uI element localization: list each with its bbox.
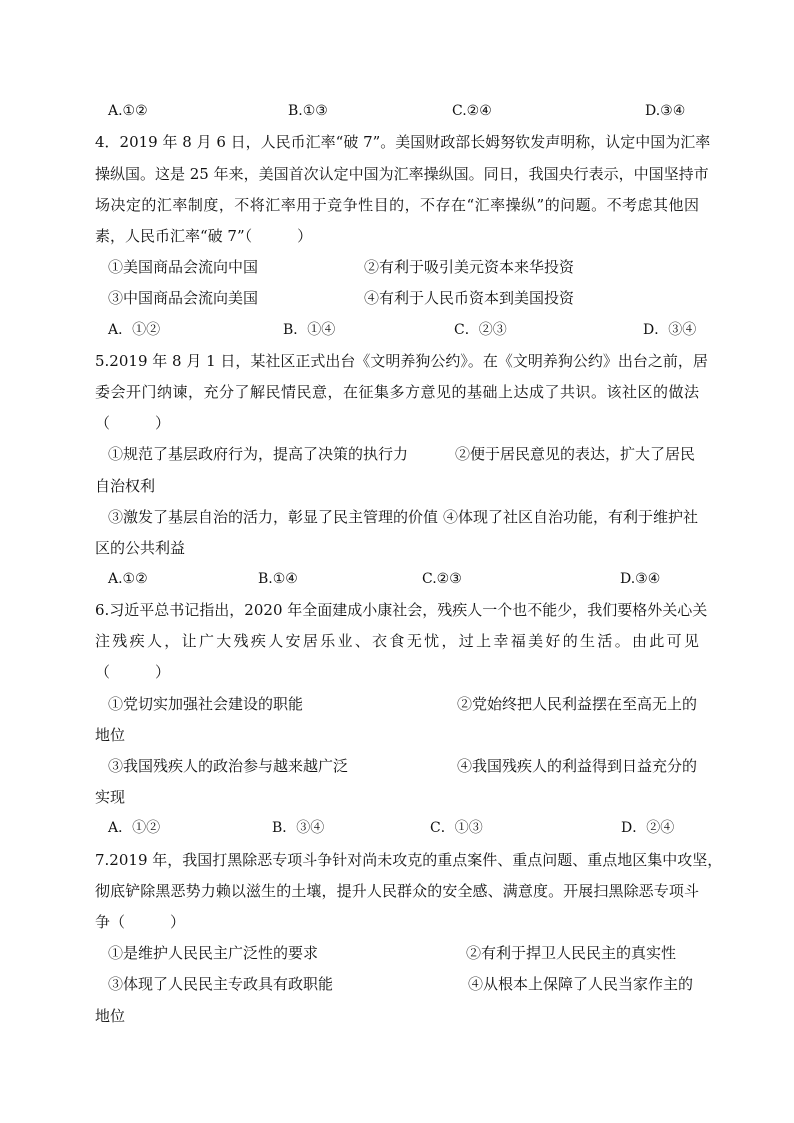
q3-option-b: B.①③ (288, 103, 328, 119)
q5-statement-1: ①规范了基层政府行为，提高了决策的执行力 (108, 445, 409, 463)
q6-statement-1: ①党切实加强社会建设的职能 (108, 695, 304, 713)
q4-option-c: C．②③ (454, 322, 507, 338)
q4-option-d: D．③④ (643, 322, 697, 338)
q7-statement-4: ④从根本上保障了人民当家作主的 (468, 975, 694, 993)
q5-option-c: C.②③ (422, 571, 462, 587)
q7-statement-3: ③体现了人民民主专政具有政职能 (108, 975, 334, 993)
q7-stem-line-3: 争（ ） (95, 913, 186, 931)
q4-stem-line-3: 场决定的汇率制度，不将汇率用于竞争性目的，不存在“汇率操纵”的问题。不考虑其他因 (95, 196, 699, 214)
q5-stem-line-1: 5.2019 年 8 月 1 日，某社区正式出台《文明养狗公约》。在《文明养狗公约》出台之前，居 (95, 352, 708, 370)
q3-option-a: A.①② (108, 103, 148, 119)
q4-stem-line-1: 4．2019 年 8 月 6 日，人民币汇率“破 7”。美国财政部长姆努钦发声明称，认定中国为汇率 (95, 133, 711, 151)
q6-option-d: D．②④ (621, 820, 675, 836)
q5-statement-2: ②便于居民意见的表达，扩大了居民 (455, 445, 696, 463)
q7-statement-2: ②有利于捍卫人民民主的真实性 (466, 944, 677, 962)
q6-statement-4-cont: 实现 (95, 788, 126, 806)
q4-statement-2: ②有利于吸引美元资本来华投资 (364, 258, 575, 276)
q6-option-c: C．①③ (430, 820, 483, 836)
q5-option-b: B.①④ (258, 571, 298, 587)
q5-statement-4: ④体现了社区自治功能，有利于维护社 (443, 508, 699, 526)
q6-answer-blank: （ ） (95, 663, 171, 681)
q6-statement-3: ③我国残疾人的政治参与越来越广泛 (108, 757, 349, 775)
q3-option-d: D.③④ (645, 103, 686, 119)
q6-statement-2-cont: 地位 (95, 726, 126, 744)
q5-statement-4-cont: 区的公共利益 (95, 539, 186, 557)
q5-option-a: A.①② (108, 571, 148, 587)
q7-statement-4-cont: 地位 (95, 1007, 126, 1025)
q5-answer-blank: （ ） (95, 414, 171, 432)
q4-option-b: B．①④ (283, 322, 336, 338)
q7-stem-line-1: 7.2019 年，我国打黑除恶专项斗争针对尚未攻克的重点案件、重点问题、重点地区集中攻坚， (95, 851, 723, 869)
q4-stem-line-2: 操纵国。这是 25 年来，美国首次认定中国为汇率操纵国。同日，我国央行表示，中国坚持市 (95, 165, 709, 183)
q6-option-a: A．①② (108, 820, 161, 836)
q7-stem-line-2: 彻底铲除黑恶势力赖以滋生的土壤，提升人民群众的安全感、满意度。开展扫黑除恶专项斗 (95, 882, 699, 900)
q5-statement-2-cont: 自治权利 (95, 477, 156, 495)
q7-statement-1: ①是维护人民民主广泛性的要求 (108, 944, 319, 962)
q5-stem-line-2: 委会开门纳谏，充分了解民情民意，在征集多方意见的基础上达成了共识。该社区的做法 (95, 383, 699, 401)
q4-option-a: A．①② (108, 322, 161, 338)
q6-statement-2: ②党始终把人民利益摆在至高无上的 (457, 695, 698, 713)
q6-option-b: B．③④ (272, 820, 325, 836)
q5-statement-3: ③激发了基层自治的活力，彰显了民主管理的价值 (108, 508, 439, 526)
q4-statement-3: ③中国商品会流向美国 (108, 289, 259, 307)
q4-stem-line-4: 素，人民币汇率“破 7”（ ） (95, 227, 313, 245)
q6-statement-4: ④我国残疾人的利益得到日益充分的 (457, 757, 698, 775)
q4-statement-4: ④有利于人民币资本到美国投资 (364, 289, 575, 307)
q6-stem-line-2: 注残疾人，让广大残疾人安居乐业、衣食无忧，过上幸福美好的生活。由此可见 (95, 632, 699, 650)
q3-option-c: C.②④ (452, 103, 492, 119)
q4-statement-1: ①美国商品会流向中国 (108, 258, 259, 276)
q6-stem-line-1: 6.习近平总书记指出，2020 年全面建成小康社会，残疾人一个也不能少，我们要格外关心关 (95, 601, 708, 619)
q5-option-d: D.③④ (620, 571, 661, 587)
